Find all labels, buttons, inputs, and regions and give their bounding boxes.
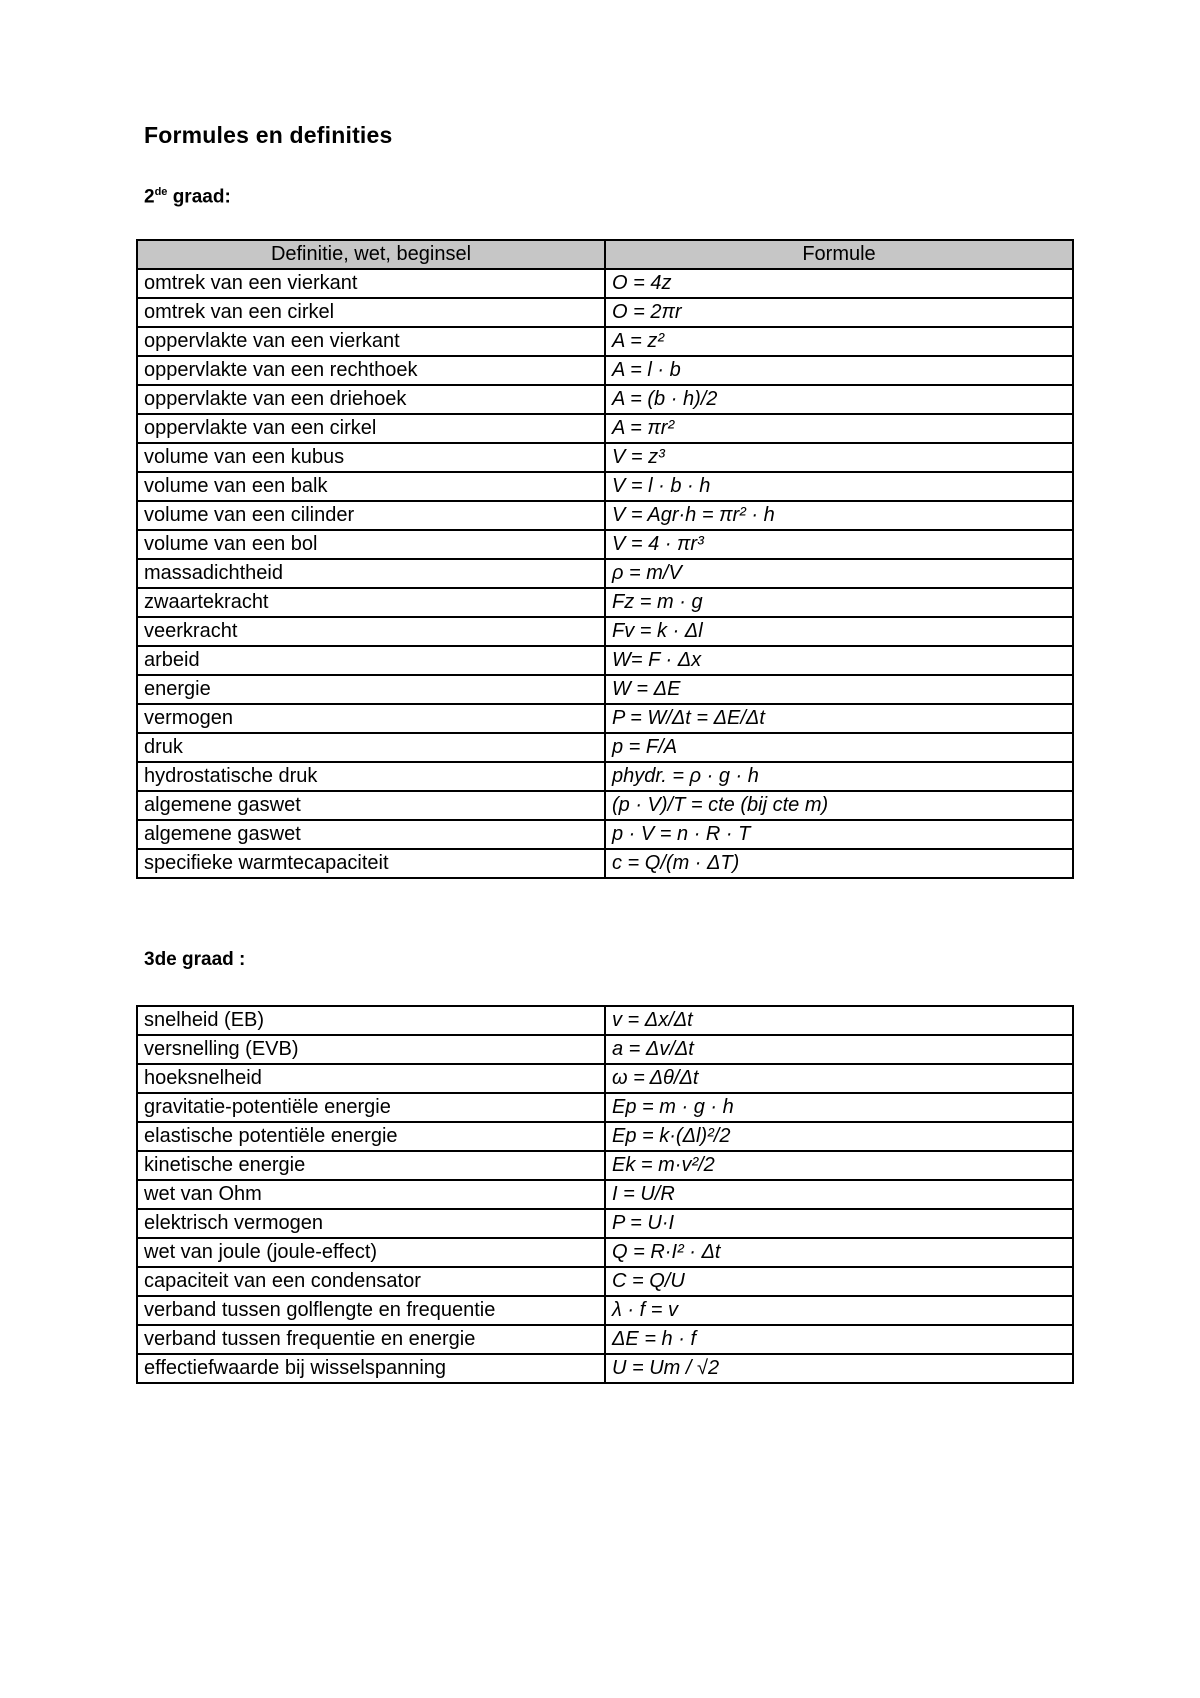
table-row	[137, 733, 1073, 762]
table-row	[137, 298, 1073, 327]
definition-cell: effectiefwaarde bij wisselspanning	[137, 1354, 605, 1383]
formula-cell: A = πr²	[605, 414, 1073, 443]
formula-cell: A = l · b	[605, 356, 1073, 385]
definition-cell: omtrek van een vierkant	[137, 269, 605, 298]
table-row	[137, 675, 1073, 704]
formula-cell: W= F · Δx	[605, 646, 1073, 675]
heading-text: graad:	[167, 186, 231, 208]
table-row	[137, 1325, 1073, 1354]
definition-cell: algemene gaswet	[137, 820, 605, 849]
formula-cell: v = Δx/Δt	[605, 1006, 1073, 1035]
table-row	[137, 1267, 1073, 1296]
table-row	[137, 472, 1073, 501]
definition-cell: hoeksnelheid	[137, 1064, 605, 1093]
definition-cell: massadichtheid	[137, 559, 605, 588]
page-title: Formules en definities	[144, 122, 393, 148]
table-row	[137, 530, 1073, 559]
definition-cell: snelheid (EB)	[137, 1006, 605, 1035]
formula-cell: V = z³	[605, 443, 1073, 472]
table-row	[137, 762, 1073, 791]
formula-cell: U = Um / √2	[605, 1354, 1073, 1383]
formula-cell: ΔE = h · f	[605, 1325, 1073, 1354]
formula-cell: p = F/A	[605, 733, 1073, 762]
formula-cell: A = z²	[605, 327, 1073, 356]
definition-cell: verband tussen frequentie en energie	[137, 1325, 605, 1354]
definition-cell: volume van een balk	[137, 472, 605, 501]
formula-cell: (p · V)/T = cte (bij cte m)	[605, 791, 1073, 820]
table-row	[137, 269, 1073, 298]
table-row	[137, 356, 1073, 385]
table-row	[137, 1035, 1073, 1064]
definition-cell: versnelling (EVB)	[137, 1035, 605, 1064]
table-row	[137, 1064, 1073, 1093]
definition-cell: volume van een cilinder	[137, 501, 605, 530]
table-row	[137, 1354, 1073, 1383]
formula-cell: ρ = m/V	[605, 559, 1073, 588]
definition-cell: oppervlakte van een cirkel	[137, 414, 605, 443]
formula-cell: Q = R·I² · Δt	[605, 1238, 1073, 1267]
table-row	[137, 1180, 1073, 1209]
formula-cell: Fz = m · g	[605, 588, 1073, 617]
definition-cell: vermogen	[137, 704, 605, 733]
section-heading-3de-graad: 3de graad :	[144, 949, 246, 970]
table-row	[137, 1006, 1073, 1035]
table-row	[137, 1093, 1073, 1122]
definition-cell: hydrostatische druk	[137, 762, 605, 791]
definition-cell: oppervlakte van een driehoek	[137, 385, 605, 414]
formula-table-2de-graad	[136, 239, 1074, 879]
definition-cell: wet van joule (joule-effect)	[137, 1238, 605, 1267]
table-row	[137, 820, 1073, 849]
table-row	[137, 849, 1073, 878]
formula-cell: O = 2πr	[605, 298, 1073, 327]
formula-cell: O = 4z	[605, 269, 1073, 298]
formula-table-3de-graad	[136, 1005, 1074, 1384]
formula-cell: C = Q/U	[605, 1267, 1073, 1296]
definition-cell: verband tussen golflengte en frequentie	[137, 1296, 605, 1325]
formula-cell: Ek = m·v²/2	[605, 1151, 1073, 1180]
definition-cell: gravitatie-potentiële energie	[137, 1093, 605, 1122]
formula-cell: a = Δv/Δt	[605, 1035, 1073, 1064]
table-row	[137, 1151, 1073, 1180]
heading-number: 2	[144, 186, 155, 208]
formula-cell: p · V = n · R · T	[605, 820, 1073, 849]
definition-cell: zwaartekracht	[137, 588, 605, 617]
definition-cell: energie	[137, 675, 605, 704]
formula-cell: I = U/R	[605, 1180, 1073, 1209]
definition-cell: volume van een bol	[137, 530, 605, 559]
table-row	[137, 791, 1073, 820]
formula-cell: W = ΔE	[605, 675, 1073, 704]
heading-superscript: de	[154, 186, 168, 198]
table-row	[137, 588, 1073, 617]
definition-cell: oppervlakte van een rechthoek	[137, 356, 605, 385]
column-header-definition: Definitie, wet, beginsel	[137, 240, 605, 269]
table-row	[137, 501, 1073, 530]
table-row	[137, 385, 1073, 414]
formula-cell: V = Agr·h = πr² · h	[605, 501, 1073, 530]
table-row	[137, 327, 1073, 356]
formula-cell: ω = Δθ/Δt	[605, 1064, 1073, 1093]
formula-cell: P = W/Δt = ΔE/Δt	[605, 704, 1073, 733]
table-row	[137, 646, 1073, 675]
table-row	[137, 1296, 1073, 1325]
formula-cell: phydr. = ρ · g · h	[605, 762, 1073, 791]
definition-cell: algemene gaswet	[137, 791, 605, 820]
formula-cell: Ep = m · g · h	[605, 1093, 1073, 1122]
definition-cell: elektrisch vermogen	[137, 1209, 605, 1238]
definition-cell: druk	[137, 733, 605, 762]
section-heading-2de-graad	[144, 186, 231, 208]
table-row	[137, 443, 1073, 472]
column-header-formula: Formule	[605, 240, 1073, 269]
table-header-row	[137, 240, 1073, 269]
table-row	[137, 1209, 1073, 1238]
formula-cell: c = Q/(m · ΔT)	[605, 849, 1073, 878]
formula-cell: V = l · b · h	[605, 472, 1073, 501]
table-row	[137, 704, 1073, 733]
definition-cell: arbeid	[137, 646, 605, 675]
table-row	[137, 1122, 1073, 1151]
formula-cell: Ep = k·(Δl)²/2	[605, 1122, 1073, 1151]
definition-cell: elastische potentiële energie	[137, 1122, 605, 1151]
table-row	[137, 617, 1073, 646]
table-row	[137, 1238, 1073, 1267]
formula-cell: λ · f = v	[605, 1296, 1073, 1325]
formula-cell: P = U·I	[605, 1209, 1073, 1238]
formula-cell: A = (b · h)/2	[605, 385, 1073, 414]
definition-cell: wet van Ohm	[137, 1180, 605, 1209]
definition-cell: specifieke warmtecapaciteit	[137, 849, 605, 878]
formula-cell: Fv = k · Δl	[605, 617, 1073, 646]
definition-cell: veerkracht	[137, 617, 605, 646]
definition-cell: capaciteit van een condensator	[137, 1267, 605, 1296]
definition-cell: omtrek van een cirkel	[137, 298, 605, 327]
table-row	[137, 559, 1073, 588]
definition-cell: kinetische energie	[137, 1151, 605, 1180]
formula-cell: V = 4 · πr³	[605, 530, 1073, 559]
table-row	[137, 414, 1073, 443]
definition-cell: volume van een kubus	[137, 443, 605, 472]
definition-cell: oppervlakte van een vierkant	[137, 327, 605, 356]
